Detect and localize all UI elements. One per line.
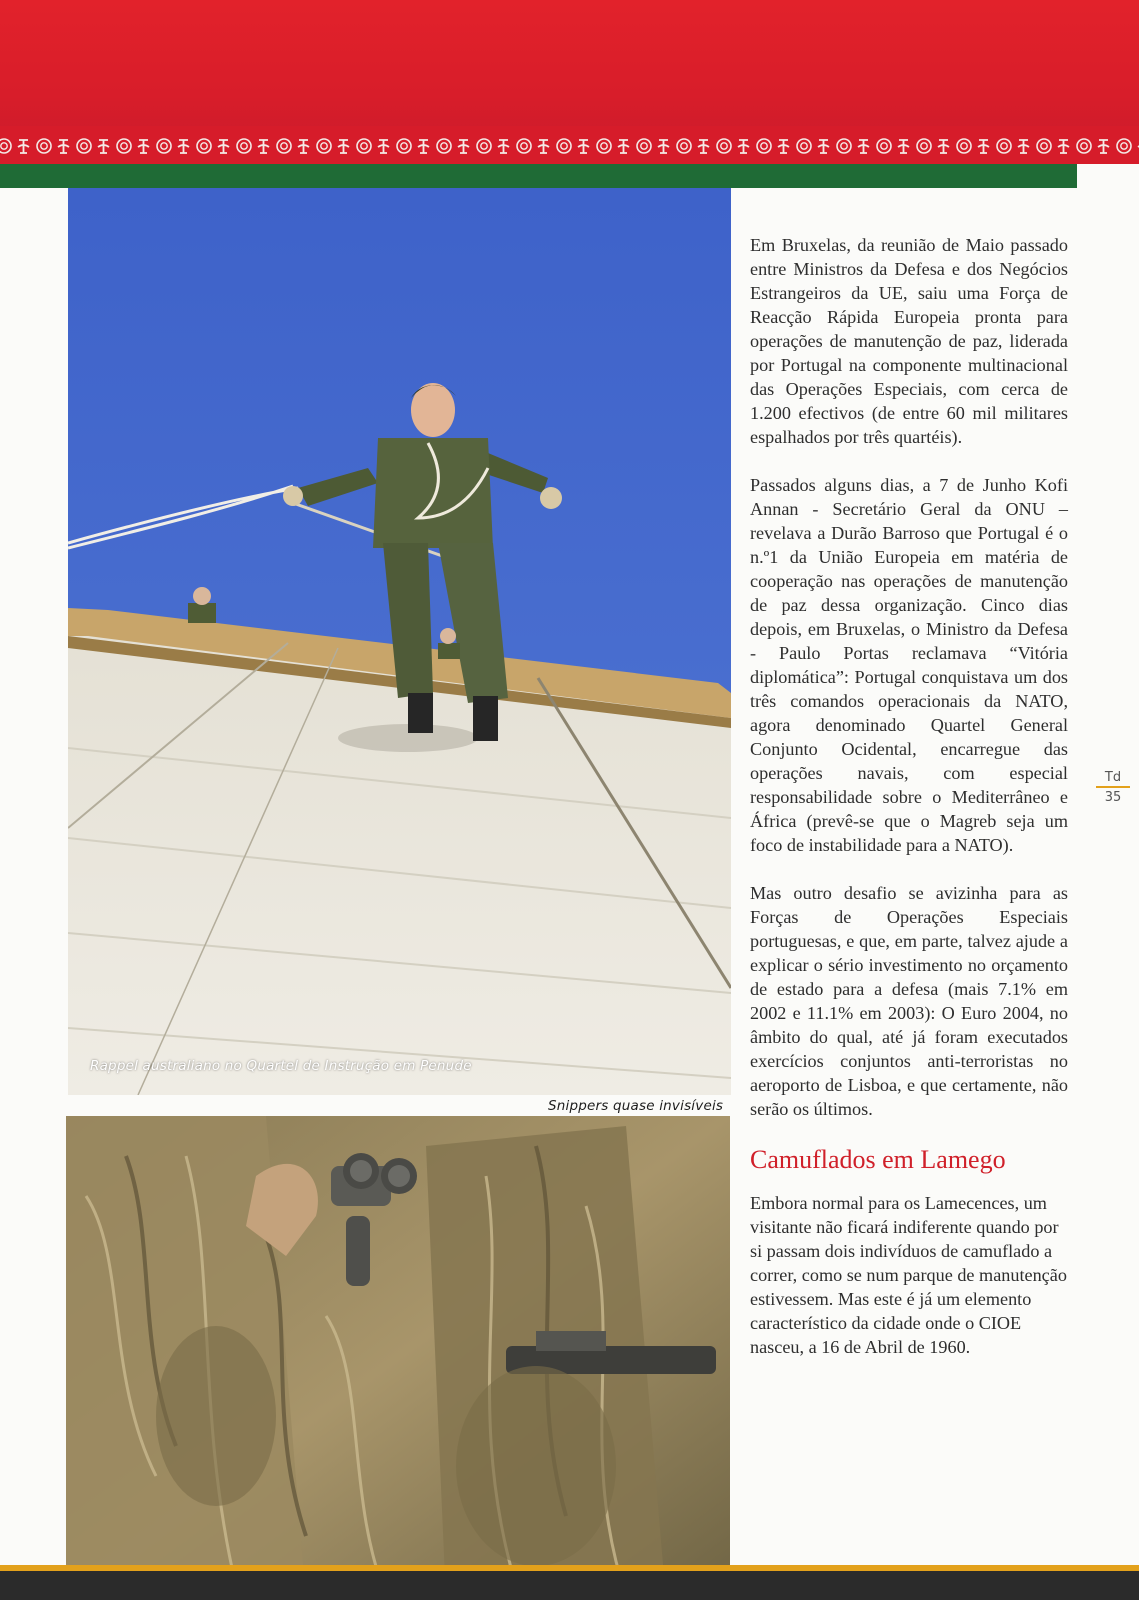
- closing-paragraph: Embora normal para os Lamecences, um visitante não ficará indiferente quando por si passam dois indivíduos de camuflado a correr, como se num parque de manutenção estivessem. Mas este é já um elemento característico da cidade onde o CIOE nasceu, a 16 de Abril de 1960.: [750, 1193, 1067, 1357]
- star-icon: [378, 140, 389, 153]
- star-icon: [498, 140, 509, 153]
- star-icon: [698, 140, 709, 153]
- ring-icon: [637, 139, 651, 153]
- ring-icon: [277, 139, 291, 153]
- motif-pair: [1034, 135, 1074, 157]
- ring-icon: [757, 139, 771, 153]
- snipers-photo: [66, 1116, 730, 1600]
- page-number: 35: [1104, 790, 1122, 805]
- motif-pair: [1114, 135, 1139, 157]
- snipers-photo-illustration: [66, 1116, 730, 1600]
- ring-icon: [37, 139, 51, 153]
- motif-pair: [954, 135, 994, 157]
- ring-icon: [77, 139, 91, 153]
- ring-icon: [237, 139, 251, 153]
- header-green-band: [0, 164, 1077, 188]
- ring-icon: [317, 139, 331, 153]
- ring-icon: [157, 139, 171, 153]
- motif-pair: [34, 135, 74, 157]
- motif-pair: [514, 135, 554, 157]
- star-icon: [58, 140, 69, 153]
- motif-pair: [474, 135, 514, 157]
- ring-icon: [837, 139, 851, 153]
- motif-pair: [1074, 135, 1114, 157]
- article-paragraph: Em Bruxelas, da reunião de Maio passado entre Ministros da Defesa e dos Negócios Estrangeiros da UE, saiu uma Força de Reacção Rápida Europeia pronta para operações de manutenção de paz, liderada por Portugal na componente multinacional das Operações Especiais, com cerca de 1.200 efectivos (de entre 60 mil militares espalhados por três quartéis).: [750, 235, 1068, 447]
- motif-pair: [714, 135, 754, 157]
- ring-icon: [957, 139, 971, 153]
- star-icon: [618, 140, 629, 153]
- star-icon: [978, 140, 989, 153]
- motif-pair: [554, 135, 594, 157]
- ring-icon: [357, 139, 371, 153]
- motif-pair: [74, 135, 114, 157]
- ring-icon: [597, 139, 611, 153]
- decorative-pattern-band: [0, 126, 1139, 164]
- header-red-band: [0, 0, 1139, 136]
- ring-icon: [877, 139, 891, 153]
- ring-icon: [117, 139, 131, 153]
- motif-pair: [314, 135, 354, 157]
- motif-pair: [0, 135, 34, 157]
- star-icon: [98, 140, 109, 153]
- star-icon: [18, 140, 29, 153]
- star-icon: [178, 140, 189, 153]
- star-icon: [778, 140, 789, 153]
- ring-icon: [717, 139, 731, 153]
- ring-icon: [797, 139, 811, 153]
- star-icon: [538, 140, 549, 153]
- motif-pair: [234, 135, 274, 157]
- rappel-photo: [68, 188, 731, 1095]
- motif-pair: [874, 135, 914, 157]
- motif-pair: [994, 135, 1034, 157]
- star-icon: [938, 140, 949, 153]
- star-icon: [858, 140, 869, 153]
- ring-icon: [557, 139, 571, 153]
- motif-pair: [194, 135, 234, 157]
- ring-icon: [477, 139, 491, 153]
- motif-pair: [914, 135, 954, 157]
- star-icon: [338, 140, 349, 153]
- ring-icon: [917, 139, 931, 153]
- ring-icon: [0, 139, 11, 153]
- star-icon: [458, 140, 469, 153]
- star-icon: [818, 140, 829, 153]
- star-icon: [418, 140, 429, 153]
- ring-icon: [677, 139, 691, 153]
- ring-icon: [197, 139, 211, 153]
- ring-icon: [1117, 139, 1131, 153]
- ring-icon: [437, 139, 451, 153]
- article-paragraph: Mas outro desafio se avizinha para as Forças de Operações Especiais portuguesas, e que, em parte, talvez ajude a explicar o sério investimento no orçamento de estado para a defesa (mais 7.1% em 2002 e 11.1% em 2003): O Euro 2004, no âmbito do qual, até já foram executados exercícios conjuntos anti-terroristas no aeroporto de Lisboa, e que certamente, não serão os últimos.: [750, 883, 1068, 1119]
- star-icon: [1058, 140, 1069, 153]
- magazine-mark: Td: [1096, 770, 1130, 788]
- star-icon: [898, 140, 909, 153]
- star-icon: [738, 140, 749, 153]
- star-icon: [658, 140, 669, 153]
- ring-icon: [1077, 139, 1091, 153]
- footer-dark-band: [0, 1571, 1139, 1600]
- motif-pair: [674, 135, 714, 157]
- motif-pair: [794, 135, 834, 157]
- rappel-photo-illustration: [68, 188, 731, 1095]
- motif-pair: [434, 135, 474, 157]
- star-icon: [298, 140, 309, 153]
- star-icon: [1018, 140, 1029, 153]
- section-heading: Camuflados em Lamego: [750, 1145, 1006, 1174]
- article-body: [750, 233, 1068, 1383]
- star-icon: [218, 140, 229, 153]
- snipers-photo-caption: Snippers quase invisíveis: [548, 1098, 724, 1114]
- motif-pair: [114, 135, 154, 157]
- rappel-photo-caption: Rappel australiano no Quartel de Instrução em Penude: [90, 1058, 472, 1074]
- ring-icon: [397, 139, 411, 153]
- motif-pair: [274, 135, 314, 157]
- article-paragraph: Passados alguns dias, a 7 de Junho Kofi Annan - Secretário Geral da ONU – revelava a Durão Barroso que Portugal é o n.º1 da União Europeia em matéria de cooperação nas operações de manutenção de paz dessa organização. Cinco dias depois, em Bruxelas, o Ministro da Defesa - Paulo Portas reclamava “Vitória diplomática”: Portugal conquistava um dos três comandos operacionais da NATO, agora denominado Quartel General Conjunto Ocidental, encarregue das operações navais, com especial responsabilidade sobre o Mediterrâneo e África (prevê-se que o Magreb seja um foco de instabilidade para a NATO).: [750, 475, 1068, 855]
- ring-icon: [1037, 139, 1051, 153]
- motif-pair: [154, 135, 194, 157]
- motif-pair: [594, 135, 634, 157]
- star-icon: [258, 140, 269, 153]
- motif-pair: [354, 135, 394, 157]
- page-folio: [1096, 770, 1130, 805]
- motif-pair: [834, 135, 874, 157]
- ring-icon: [997, 139, 1011, 153]
- star-icon: [1098, 140, 1109, 153]
- motif-pair: [394, 135, 434, 157]
- motif-pair: [754, 135, 794, 157]
- star-icon: [138, 140, 149, 153]
- motif-pair: [634, 135, 674, 157]
- star-icon: [578, 140, 589, 153]
- motif-row: [0, 135, 1139, 157]
- ring-icon: [517, 139, 531, 153]
